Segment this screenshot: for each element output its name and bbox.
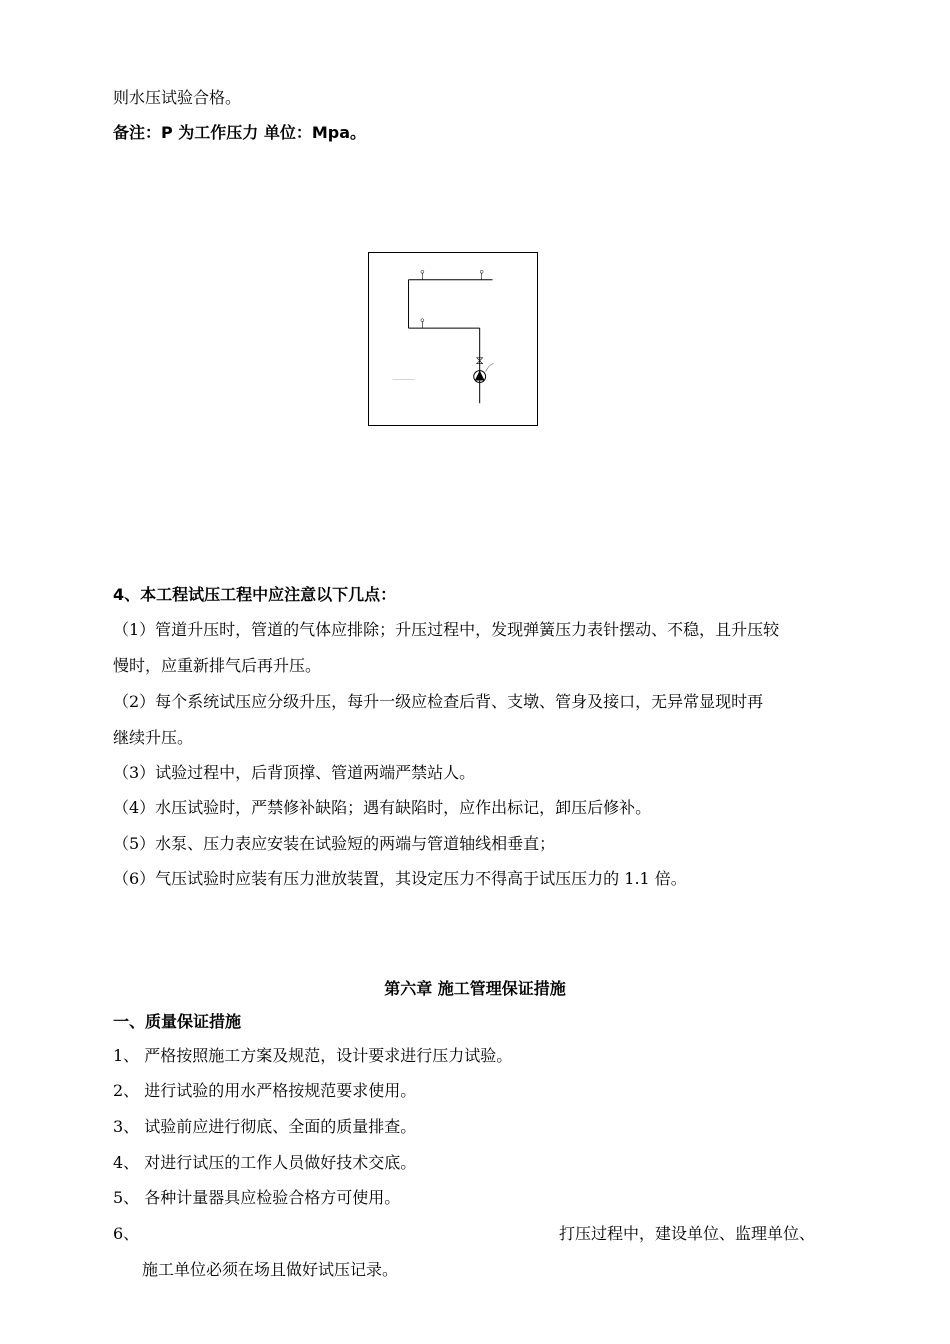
list-item: 6、 bbox=[113, 1224, 140, 1243]
note-2-line-b: 继续升压。 bbox=[113, 728, 194, 747]
list-item: 1、 严格按照施工方案及规范，设计要求进行压力试验。 bbox=[113, 1046, 513, 1065]
list-item: 2、 进行试验的用水严格按规范要求使用。 bbox=[113, 1081, 417, 1100]
text-line-1: 则水压试验合格。 bbox=[113, 88, 242, 107]
note-6: （6）气压试验时应装有压力泄放装置，其设定压力不得高于试压压力的 1.1 倍。 bbox=[113, 869, 687, 888]
chapter-title: 第六章 施工管理保证措施 bbox=[384, 979, 566, 998]
pressure-gauge-icon bbox=[480, 270, 483, 279]
pressure-gauge-icon bbox=[421, 270, 424, 279]
diagram-svg bbox=[369, 253, 537, 425]
pressure-gauge-icon bbox=[421, 319, 424, 328]
note-2-line-a: （2）每个系统试压应分级升压，每升一级应检查后背、支墩、管身及接口，无异常显现时再 bbox=[113, 692, 764, 711]
list-item: 5、 各种计量器具应检验合格方可使用。 bbox=[113, 1188, 401, 1207]
list-item: 4、 对进行试压的工作人员做好技术交底。 bbox=[113, 1153, 417, 1172]
section-heading: 一、质量保证措施 bbox=[113, 1012, 242, 1031]
note-5: （5）水泵、压力表应安装在试验短的两端与管道轴线相垂直； bbox=[113, 834, 556, 853]
note-1-line-b: 慢时，应重新排气后再升压。 bbox=[113, 656, 322, 675]
remark-line: 备注：P 为工作压力 单位：Mpa。 bbox=[113, 123, 367, 142]
list-item-6-wrap: 施工单位必须在场且做好试压记录。 bbox=[142, 1260, 399, 1279]
note-3: （3）试验过程中，后背顶撑、管道两端严禁站人。 bbox=[113, 763, 476, 782]
pipe-pressure-test-diagram bbox=[368, 252, 538, 426]
note-4: （4）水压试验时，严禁修补缺陷；遇有缺陷时，应作出标记，卸压后修补。 bbox=[113, 798, 652, 817]
pump-icon bbox=[474, 364, 494, 383]
list-item: 3、 试验前应进行彻底、全面的质量排查。 bbox=[113, 1117, 417, 1136]
note-1-line-a: （1）管道升压时，管道的气体应排除；升压过程中，发现弹簧压力表针摆动、不稳，且升压较 bbox=[113, 620, 780, 639]
notes-heading: 4、本工程试压工程中应注意以下几点： bbox=[113, 585, 397, 604]
list-item-6-continued: 打压过程中，建设单位、监理单位、 bbox=[559, 1224, 816, 1243]
